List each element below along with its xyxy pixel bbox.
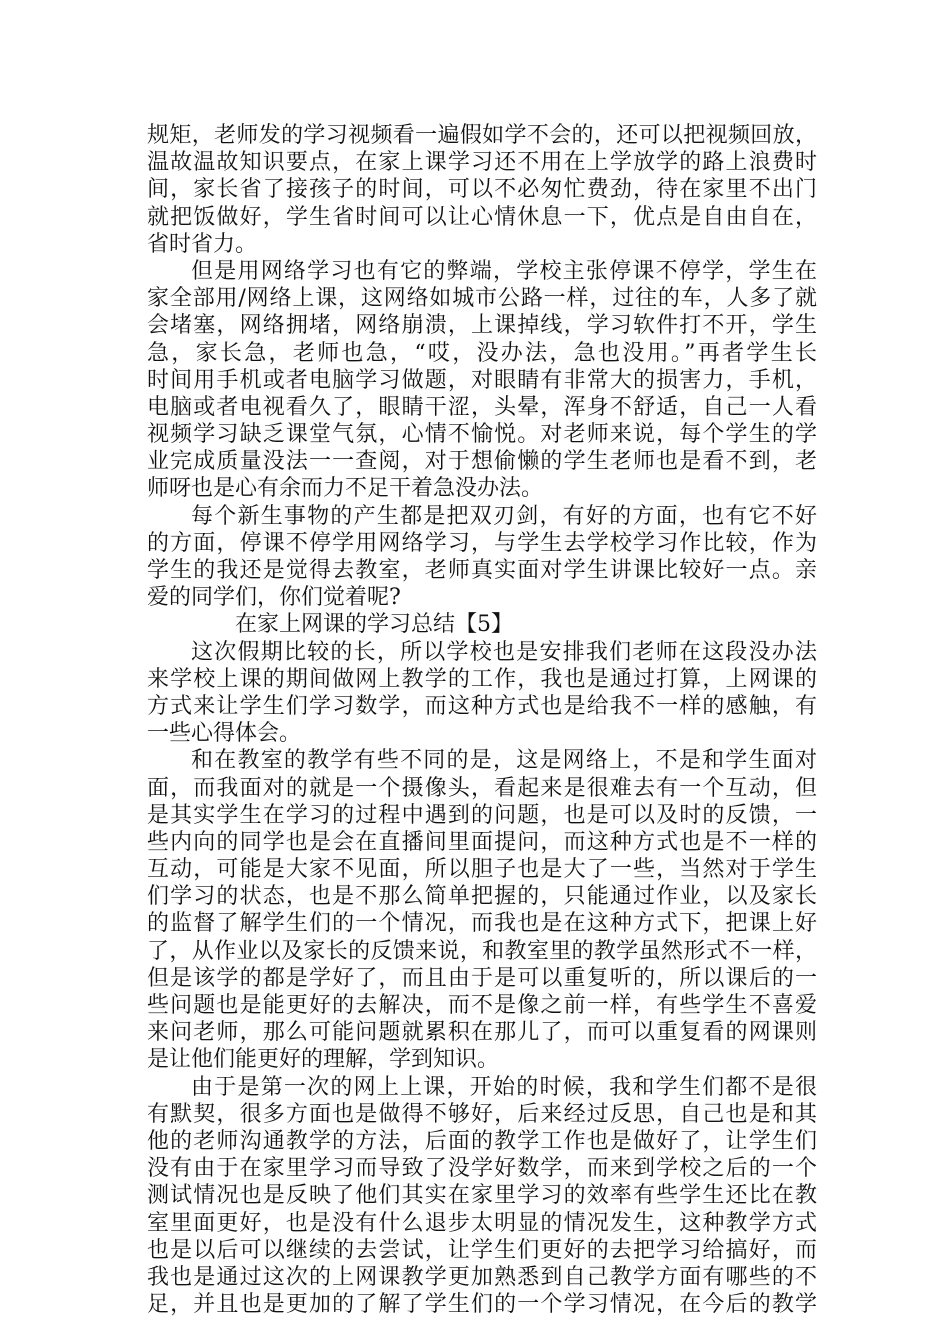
text-line: 师呀也是心有余而力不足干着急没办法。 bbox=[147, 476, 544, 502]
text-line: 测试情况也是反映了他们其实在家里学习的效率有些学生还比在教 bbox=[147, 1183, 817, 1209]
text-line: 间，家长省了接孩子的时间，可以不必匆忙费劲，待在家里不出门 bbox=[147, 177, 817, 203]
text-line: 他的老师沟通教学的方法，后面的教学工作也是做好了，让学生们 bbox=[147, 1128, 817, 1154]
paragraph-start-line: 每个新生事物的产生都是把双刃剑，有好的方面，也有它不好 bbox=[191, 503, 817, 529]
text-line: 急，家长急，老师也急，“哎，没办法，急也没用。”再者学生长 bbox=[147, 340, 817, 366]
text-line: 一些心得体会。 bbox=[147, 721, 302, 747]
text-line: 电脑或者电视看久了，眼睛干涩，头晕，浑身不舒适，自己一人看 bbox=[147, 394, 817, 420]
text-line: 省时省力。 bbox=[147, 231, 258, 257]
text-line: 但是该学的都是学好了，而且由于是可以重复听的，所以课后的一 bbox=[147, 965, 817, 991]
text-line: 的方面，停课不停学用网络学习，与学生去学校学习作比较，作为 bbox=[147, 530, 817, 556]
paragraph-start-line: 但是用网络学习也有它的弊端，学校主张停课不停学，学生在 bbox=[191, 258, 817, 284]
paragraph-start-line: 这次假期比较的长，所以学校也是安排我们老师在这段没办法 bbox=[191, 639, 817, 665]
text-line: 家全部用/网络上课，这网络如城市公路一样，过往的车，人多了就 bbox=[147, 286, 817, 312]
text-line: 温故温故知识要点，在家上课学习还不用在上学放学的路上浪费时 bbox=[147, 150, 817, 176]
text-line: 学生的我还是觉得去教室，老师真实面对学生讲课比较好一点。亲 bbox=[147, 558, 817, 583]
text-line: 是让他们能更好的理解，学到知识。 bbox=[147, 1047, 500, 1073]
text-line: 方式来让学生们学习数学，而这种方式也是给我不一样的感触，有 bbox=[147, 693, 817, 719]
text-line: 些内向的同学也是会在直播间里面提问，而这种方式也是不一样的 bbox=[147, 829, 817, 855]
text-line: 会堵塞，网络拥堵，网络崩溃，上课掉线，学习软件打不开，学生 bbox=[147, 313, 817, 339]
text-line: 面，而我面对的就是一个摄像头，看起来是很难去有一个互动，但 bbox=[147, 775, 817, 801]
paragraph-start-line: 由于是第一次的网上上课，开始的时候，我和学生们都不是很 bbox=[191, 1074, 817, 1100]
text-line: 了，从作业以及家长的反馈来说，和教室里的教学虽然形式不一样， bbox=[147, 938, 817, 964]
text-line: 我也是通过这次的上网课教学更加熟悉到自己教学方面有哪些的不 bbox=[147, 1264, 817, 1290]
text-line: 规矩，老师发的学习视频看一遍假如学不会的，还可以把视频回放， bbox=[147, 123, 817, 148]
text-line: 时间用手机或者电脑学习做题，对眼睛有非常大的损害力，手机， bbox=[147, 367, 817, 393]
text-line: 是其实学生在学习的过程中遇到的问题，也是可以及时的反馈，一 bbox=[147, 802, 817, 828]
text-line: 的监督了解学生们的一个情况，而我也是在这种方式下，把课上好 bbox=[147, 911, 817, 937]
body-text bbox=[147, 122, 817, 1318]
text-line: 们学习的状态，也是不那么简单把握的，只能通过作业，以及家长 bbox=[147, 884, 817, 910]
text-line: 室里面更好，也是没有什么退步太明显的情况发生，这种教学方式 bbox=[147, 1210, 817, 1236]
text-line: 就把饭做好，学生省时间可以让心情休息一下，优点是自由自在， bbox=[147, 204, 817, 230]
text-line: 足，并且也是更加的了解了学生们的一个学习情况，在今后的教学 bbox=[147, 1292, 817, 1318]
text-line: 也是以后可以继续的去尝试，让学生们更好的去把学习给搞好，而 bbox=[147, 1237, 817, 1263]
text-line: 来问老师，那么可能问题就累积在那儿了，而可以重复看的网课则 bbox=[147, 1020, 817, 1046]
text-line: 互动，可能是大家不见面，所以胆子也是大了一些，当然对于学生 bbox=[147, 857, 817, 883]
paragraph-start-line: 和在教室的教学有些不同的是，这是网络上，不是和学生面对 bbox=[191, 748, 817, 774]
text-line: 些问题也是能更好的去解决，而不是像之前一样，有些学生不喜爱 bbox=[147, 993, 817, 1018]
text-line: 来学校上课的期间做网上教学的工作，我也是通过打算，上网课的 bbox=[147, 666, 817, 692]
section-heading: 在家上网课的学习总结【5】 bbox=[235, 612, 513, 638]
text-line: 没有由于在家里学习而导致了没学好数学，而来到学校之后的一个 bbox=[147, 1156, 817, 1182]
text-line: 有默契，很多方面也是做得不够好，后来经过反思，自己也是和其 bbox=[147, 1101, 817, 1127]
text-line: 业完成质量没法一一查阅，对于想偷懒的学生老师也是看不到，老 bbox=[147, 449, 817, 475]
text-line: 爱的同学们，你们觉着呢? bbox=[147, 585, 401, 611]
text-line: 视频学习缺乏课堂气氛，心情不愉悦。对老师来说，每个学生的学 bbox=[147, 422, 817, 448]
